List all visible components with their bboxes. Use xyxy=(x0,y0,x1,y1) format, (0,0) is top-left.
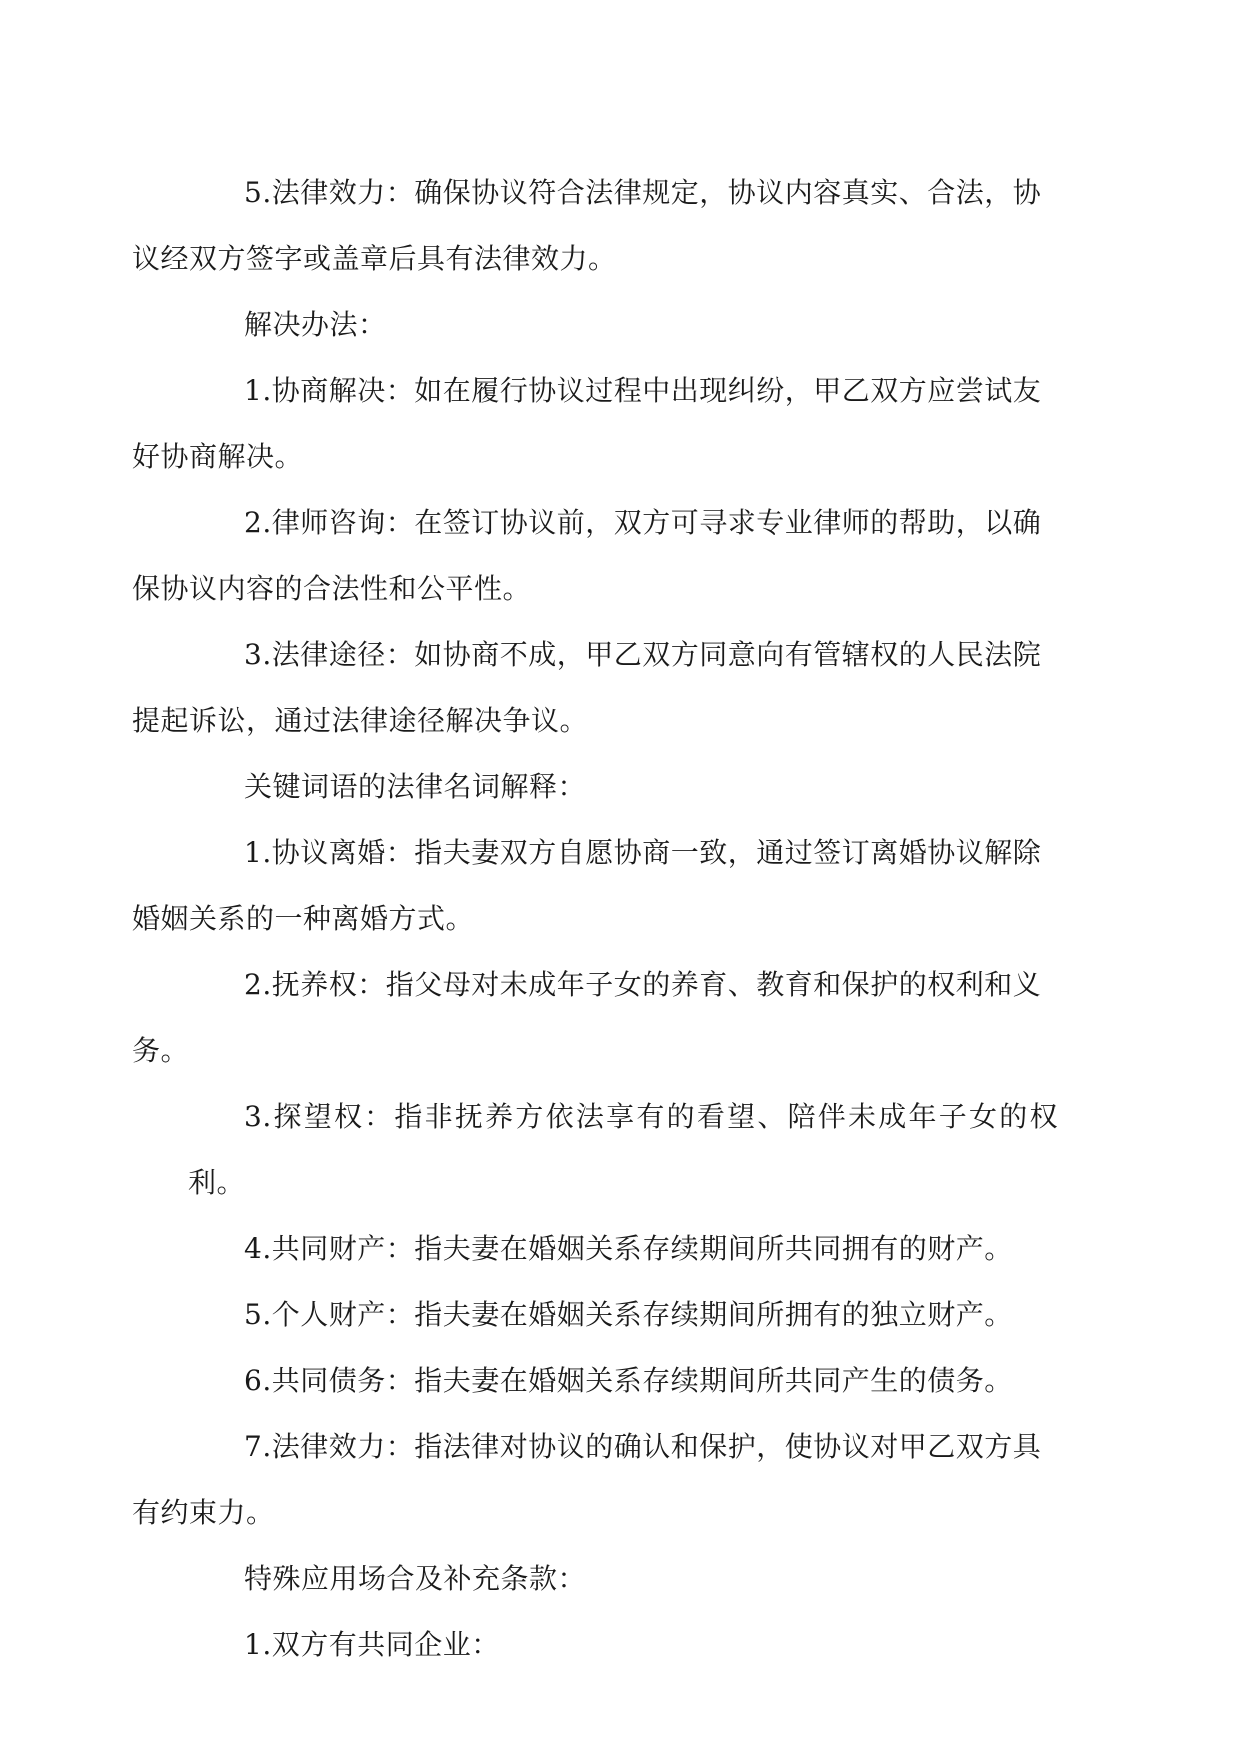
document-page xyxy=(132,160,1058,1678)
paragraph-line: 有约束力。 xyxy=(132,1496,275,1529)
paragraph-shared-enterprise xyxy=(188,1612,1058,1678)
section-heading-special-cases xyxy=(188,1546,1058,1612)
paragraph-line: 3.探望权：指非抚养方依法享有的看望、陪伴未成年子女的权利。 xyxy=(188,1100,1058,1199)
paragraph-line: 3.法律途径：如协商不成，甲乙双方同意向有管辖权的人民法院 xyxy=(244,638,1042,671)
paragraph-line: 6.共同债务：指夫妻在婚姻关系存续期间所共同产生的债务。 xyxy=(244,1364,1013,1397)
paragraph-line: 议经双方签字或盖章后具有法律效力。 xyxy=(132,242,617,275)
paragraph-line: 5.法律效力：确保协议符合法律规定，协议内容真实、合法，协 xyxy=(244,176,1042,209)
paragraph-line: 婚姻关系的一种离婚方式。 xyxy=(132,902,475,935)
paragraph-legal-route xyxy=(132,622,1058,754)
paragraph-common-debt xyxy=(188,1348,1058,1414)
paragraph-legal-effect-definition xyxy=(132,1414,1058,1546)
paragraph-line: 4.共同财产：指夫妻在婚姻关系存续期间所共同拥有的财产。 xyxy=(244,1232,1013,1265)
paragraph-line: 7.法律效力：指法律对协议的确认和保护，使协议对甲乙双方具 xyxy=(244,1430,1042,1463)
paragraph-line: 提起诉讼，通过法律途径解决争议。 xyxy=(132,704,589,737)
paragraph-line: 2.律师咨询：在签订协议前，双方可寻求专业律师的帮助，以确 xyxy=(244,506,1042,539)
paragraph-legal-effect xyxy=(132,160,1058,292)
paragraph-visitation xyxy=(188,1084,1058,1216)
paragraph-negotiation xyxy=(132,358,1058,490)
paragraph-line: 好协商解决。 xyxy=(132,440,304,473)
section-heading-solutions xyxy=(188,292,1058,358)
heading-text: 解决办法： xyxy=(244,308,387,341)
paragraph-personal-property xyxy=(188,1282,1058,1348)
paragraph-line: 保协议内容的合法性和公平性。 xyxy=(132,572,532,605)
heading-text: 特殊应用场合及补充条款： xyxy=(244,1562,587,1595)
paragraph-line: 5.个人财产：指夫妻在婚姻关系存续期间所拥有的独立财产。 xyxy=(244,1298,1013,1331)
paragraph-custody xyxy=(132,952,1058,1084)
heading-text: 关键词语的法律名词解释： xyxy=(244,770,587,803)
paragraph-lawyer-consult xyxy=(132,490,1058,622)
paragraph-common-property xyxy=(188,1216,1058,1282)
section-heading-glossary xyxy=(188,754,1058,820)
paragraph-line: 1.协议离婚：指夫妻双方自愿协商一致，通过签订离婚协议解除 xyxy=(244,836,1042,869)
paragraph-agreed-divorce xyxy=(132,820,1058,952)
paragraph-line: 1.协商解决：如在履行协议过程中出现纠纷，甲乙双方应尝试友 xyxy=(244,374,1042,407)
paragraph-line: 2.抚养权：指父母对未成年子女的养育、教育和保护的权利和义 xyxy=(244,968,1042,1001)
paragraph-line: 务。 xyxy=(132,1034,190,1067)
paragraph-line: 1.双方有共同企业： xyxy=(244,1628,500,1661)
